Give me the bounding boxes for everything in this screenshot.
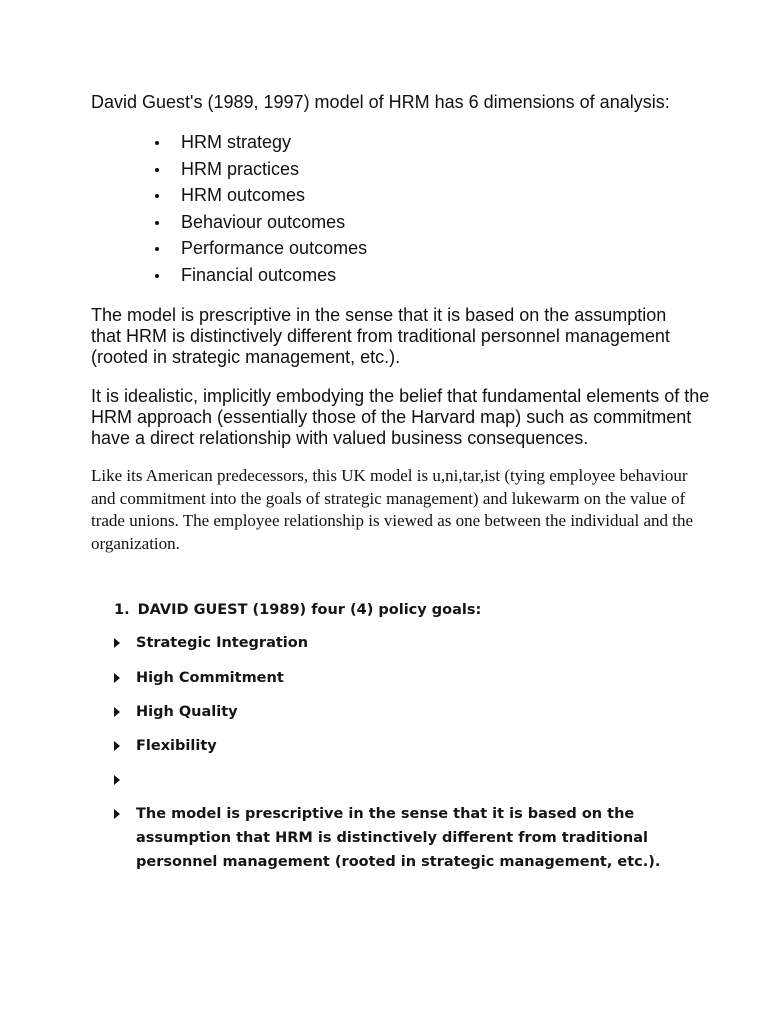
heading-number: 1. <box>114 602 130 618</box>
bullet-icon <box>155 194 159 198</box>
policy-goals-heading <box>114 598 481 622</box>
goal-label: Flexibility <box>136 738 217 754</box>
list-item-label: HRM strategy <box>181 132 292 152</box>
dimensions-list <box>150 132 367 292</box>
arrow-bullet-icon <box>114 775 120 785</box>
arrow-bullet-icon <box>114 741 120 751</box>
prescriptive-paragraph: The model is prescriptive in the sense that it is based on the assumption that HRM is distinctively different from traditional personnel management (rooted in strategic management, etc.). <box>91 305 670 367</box>
list-item <box>114 802 674 874</box>
idealistic-paragraph: It is idealistic, implicitly embodying the belief that fundamental elements of the HRM approach (essentially those of the Harvard map) such as commitment have a direct relationship with valued business consequences. <box>91 386 710 448</box>
bullet-icon <box>155 141 159 145</box>
list-item-label: HRM outcomes <box>181 185 306 206</box>
bullet-icon <box>155 247 159 251</box>
list-item <box>114 734 674 758</box>
arrow-bullet-icon <box>114 809 120 819</box>
bullet-icon <box>155 274 159 278</box>
intro-sentence: David Guest's (1989, 1997) model of HRM has 6 dimensions of analysis: <box>91 92 670 112</box>
bullet-icon <box>155 221 159 225</box>
list-item <box>114 631 674 655</box>
list-item-label: Financial outcomes <box>181 264 337 285</box>
list-item <box>114 700 674 724</box>
list-item <box>150 159 367 186</box>
arrow-bullet-icon <box>114 638 120 648</box>
list-item <box>114 666 674 690</box>
list-item-label: HRM practices <box>181 158 300 179</box>
arrow-bullet-icon <box>114 707 120 717</box>
arrow-bullet-icon <box>114 673 120 683</box>
list-item <box>150 238 367 265</box>
bullet-icon <box>155 168 159 172</box>
list-item-label: Behaviour outcomes <box>181 211 346 232</box>
list-item <box>150 265 367 292</box>
list-item <box>150 185 367 212</box>
goal-label: Strategic Integration <box>136 635 309 651</box>
list-item-label: Performance outcomes <box>181 238 368 259</box>
goal-label: High Quality <box>136 704 238 720</box>
closing-paragraph: The model is prescriptive in the sense that it is based on the assumption that HRM is distinctively different from traditional personnel management (rooted in strategic management, etc.). <box>136 806 661 870</box>
unitarist-paragraph: Like its American predecessors, this UK model is u,ni,tar,ist (tying employee behaviour and commitment into the goals of strategic management) and lukewarm on the value of trade unions. The employee relationship is viewed as one between the individual and the organization. <box>91 466 694 553</box>
list-item <box>150 212 367 239</box>
heading-text: DAVID GUEST (1989) four (4) policy goals: <box>137 602 482 618</box>
goal-label: High Commitment <box>136 670 284 686</box>
list-item <box>150 132 367 159</box>
